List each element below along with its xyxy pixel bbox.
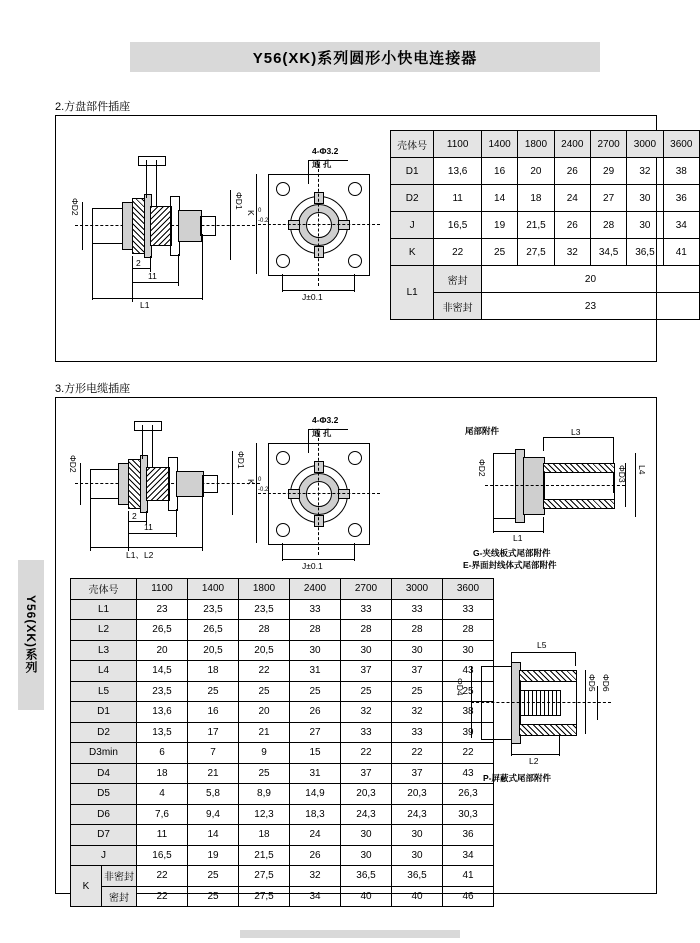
table-2-cell: 34,5 xyxy=(590,239,626,266)
table-3-cell: 9 xyxy=(239,743,290,764)
table-3-cell: 23,5 xyxy=(239,599,290,620)
table-3-cell: 6 xyxy=(137,743,188,764)
table-3-cell: 22 xyxy=(137,886,188,907)
label-k: K xyxy=(246,210,256,216)
table-2-cell: 38 xyxy=(663,158,699,185)
label-dim-l1-l2: L1、L2 xyxy=(126,550,154,560)
table-3-cell: 22 xyxy=(341,743,392,764)
table-3-cell: 30 xyxy=(341,825,392,846)
table-3-cell: 23,5 xyxy=(137,681,188,702)
table-row xyxy=(71,784,494,805)
table-2-cell: 25 xyxy=(481,239,517,266)
label-hole-note-1: 4-Φ3.2 xyxy=(312,415,339,425)
label-l4: L4 xyxy=(637,465,647,475)
table-2-header-row xyxy=(391,131,700,158)
table-2-header-cell: 3000 xyxy=(627,131,663,158)
table-3-cell: 30 xyxy=(341,845,392,866)
label-l5: L5 xyxy=(537,640,547,650)
table-2-header-cell: 1800 xyxy=(518,131,554,158)
table-3-cell: 38 xyxy=(443,702,494,723)
table-3-cell: 24,3 xyxy=(392,804,443,825)
table-3-cell: 30 xyxy=(392,845,443,866)
label-phi-d2: ΦD2 xyxy=(70,198,80,216)
section2-left-drawing xyxy=(70,150,260,340)
table-3-cell: 11 xyxy=(137,825,188,846)
table-3-cell: 37 xyxy=(392,661,443,682)
table-2-cell: 32 xyxy=(554,239,590,266)
table-2-cell: 36 xyxy=(663,185,699,212)
tail-note-1: G-夹线板式尾部附件 xyxy=(473,548,551,558)
section3-tail-drawing xyxy=(455,425,647,570)
label-l2: L2 xyxy=(529,756,539,766)
table-3-cell: 27,5 xyxy=(239,886,290,907)
section3-flange-drawing xyxy=(246,415,390,585)
table-2-cell: 28 xyxy=(590,212,626,239)
tail-note-2: E-界面封线体式尾部附件 xyxy=(463,560,557,570)
table-3-cell: 15 xyxy=(290,743,341,764)
table-row xyxy=(71,825,494,846)
table-row xyxy=(71,743,494,764)
table-3-header-cell: 1400 xyxy=(188,579,239,600)
table-3-cell: 36,5 xyxy=(392,866,443,887)
label-dim-2: 2 xyxy=(132,511,137,521)
table-row xyxy=(71,845,494,866)
table-3-cell: 33 xyxy=(443,599,494,620)
table-row xyxy=(71,661,494,682)
table-3-cell: 41 xyxy=(443,866,494,887)
table-3-cell: 14 xyxy=(188,825,239,846)
table-2-l1-type: 非密封 xyxy=(434,293,482,320)
table-3-cell: 30 xyxy=(341,640,392,661)
table-3-cell: 46 xyxy=(443,886,494,907)
table-3-cell: 20,5 xyxy=(239,640,290,661)
table-3-cell: 17 xyxy=(188,722,239,743)
section3-left-drawing xyxy=(70,425,260,575)
table-3-cell: 25 xyxy=(290,681,341,702)
table-3-cell: 25 xyxy=(341,681,392,702)
table-3-cell: 25 xyxy=(188,681,239,702)
table-3-cell: 18 xyxy=(188,661,239,682)
table-3-header-cell: 2400 xyxy=(290,579,341,600)
table-2-cell: 30 xyxy=(627,212,663,239)
table-2-cell: 14 xyxy=(481,185,517,212)
table-3-cell: 37 xyxy=(341,763,392,784)
table-3-cell: 33 xyxy=(290,599,341,620)
table-3-row-label: J xyxy=(71,845,137,866)
table-3-cell: 28 xyxy=(443,620,494,641)
table-3-k-label: K xyxy=(71,866,102,907)
table-row xyxy=(71,681,494,702)
label-k-tol-top: 0 xyxy=(258,477,262,483)
table-2-cell: 18 xyxy=(518,185,554,212)
footer-bar xyxy=(240,930,460,938)
table-row xyxy=(71,804,494,825)
table-2-cell: 16,5 xyxy=(434,212,482,239)
table-row xyxy=(71,702,494,723)
table-row xyxy=(391,158,700,185)
label-k-tol-bottom: -0.2 xyxy=(258,218,269,224)
table-3-cell: 31 xyxy=(290,661,341,682)
table-2-cell: 19 xyxy=(481,212,517,239)
table-3-cell: 20,5 xyxy=(188,640,239,661)
table-3-row-label: L1 xyxy=(71,599,137,620)
table-2-cell: 27,5 xyxy=(518,239,554,266)
table-3-cell: 13,6 xyxy=(137,702,188,723)
table-2-cell: 24 xyxy=(554,185,590,212)
table-2-cell: 30 xyxy=(627,185,663,212)
table-3-cell: 34 xyxy=(443,845,494,866)
table-3-cell: 26 xyxy=(290,702,341,723)
table-3-k-type: 非密封 xyxy=(102,866,137,887)
table-2-cell: 21,5 xyxy=(518,212,554,239)
table-3-cell: 28 xyxy=(239,620,290,641)
label-phi-d4: ΦD4 xyxy=(455,678,465,696)
table-3-cell: 4 xyxy=(137,784,188,805)
table-2-cell: 41 xyxy=(663,239,699,266)
table-row xyxy=(391,185,700,212)
table-3-cell: 22 xyxy=(443,743,494,764)
table-3-cell: 30 xyxy=(290,640,341,661)
table-3-cell: 12,3 xyxy=(239,804,290,825)
table-3-row-label: D7 xyxy=(71,825,137,846)
label-hole-note-2: 通 孔 xyxy=(312,159,332,169)
table-3-cell: 36 xyxy=(443,825,494,846)
label-hole-note-2: 通 孔 xyxy=(312,428,332,438)
table-2-cell: 22 xyxy=(434,239,482,266)
table-2-row-label: D2 xyxy=(391,185,434,212)
table-3-cell: 33 xyxy=(341,722,392,743)
table-3-row-label: L3 xyxy=(71,640,137,661)
table-3-cell: 24 xyxy=(290,825,341,846)
table-3-cell: 22 xyxy=(392,743,443,764)
table-row xyxy=(71,640,494,661)
table-3-cell: 21,5 xyxy=(239,845,290,866)
label-k: K xyxy=(246,479,256,485)
tail-view-title: 尾部附件 xyxy=(465,426,500,436)
table-3-cell: 27,5 xyxy=(239,866,290,887)
table-2-header-cell: 壳体号 xyxy=(391,131,434,158)
table-row xyxy=(71,722,494,743)
table-3-row-label: D3min xyxy=(71,743,137,764)
table-3-cell: 5,8 xyxy=(188,784,239,805)
table-3-cell: 19 xyxy=(188,845,239,866)
section-2-caption: 2.方盘部件插座 xyxy=(55,101,131,113)
table-3-cell: 18,3 xyxy=(290,804,341,825)
table-3-cell: 21 xyxy=(188,763,239,784)
table-3-cell: 31 xyxy=(290,763,341,784)
page-title: Y56(XK)系列圆形小快电连接器 xyxy=(252,49,478,67)
table-3-header-cell: 2700 xyxy=(341,579,392,600)
label-l3: L3 xyxy=(571,427,581,437)
table-3-cell: 30 xyxy=(392,640,443,661)
table-3-cell: 13,5 xyxy=(137,722,188,743)
table-2-l1-value: 23 xyxy=(481,293,699,320)
table-3-cell: 7 xyxy=(188,743,239,764)
table-3-row-label: D6 xyxy=(71,804,137,825)
table-3-cell: 22 xyxy=(137,866,188,887)
table-3-cell: 20,3 xyxy=(392,784,443,805)
table-3-cell: 28 xyxy=(341,620,392,641)
table-3-cell: 30,3 xyxy=(443,804,494,825)
table-2-cell: 13,6 xyxy=(434,158,482,185)
label-k-tol-top: 0 xyxy=(258,208,262,214)
table-3 xyxy=(70,578,494,907)
table-3-cell: 16 xyxy=(188,702,239,723)
table-3-header-cell: 壳体号 xyxy=(71,579,137,600)
table-3-cell: 25 xyxy=(239,763,290,784)
table-2-cell: 11 xyxy=(434,185,482,212)
table-3-cell: 32 xyxy=(290,866,341,887)
table-row xyxy=(71,866,494,887)
table-row xyxy=(391,212,700,239)
table-3-cell: 18 xyxy=(239,825,290,846)
table-3-cell: 8,9 xyxy=(239,784,290,805)
table-3-cell: 32 xyxy=(392,702,443,723)
label-j: J±0.1 xyxy=(302,561,323,571)
table-3-cell: 14,9 xyxy=(290,784,341,805)
label-phi-d2: ΦD2 xyxy=(477,459,487,477)
table-3-cell: 9,4 xyxy=(188,804,239,825)
label-dim-11: 11 xyxy=(144,522,153,532)
table-3-row-label: D5 xyxy=(71,784,137,805)
table-2-row-label: D1 xyxy=(391,158,434,185)
table-2-row-label: K xyxy=(391,239,434,266)
label-phi-d6: ΦD6 xyxy=(601,674,611,692)
table-3-row-label: D1 xyxy=(71,702,137,723)
section2-flange-drawing xyxy=(246,146,390,320)
table-2-cell: 34 xyxy=(663,212,699,239)
table-3-cell: 33 xyxy=(392,599,443,620)
table-3-cell: 33 xyxy=(392,722,443,743)
label-phi-d2: ΦD2 xyxy=(68,455,78,473)
table-3-cell: 25 xyxy=(443,681,494,702)
table-3-cell: 27 xyxy=(290,722,341,743)
table-3-cell: 26 xyxy=(290,845,341,866)
table-2-l1-label: L1 xyxy=(391,266,434,320)
table-3-cell: 21 xyxy=(239,722,290,743)
table-3-cell: 20,3 xyxy=(341,784,392,805)
table-2-cell: 26 xyxy=(554,212,590,239)
table-3-row-label: L4 xyxy=(71,661,137,682)
table-3-cell: 40 xyxy=(341,886,392,907)
table-2-l1-type: 密封 xyxy=(434,266,482,293)
table-2-cell: 27 xyxy=(590,185,626,212)
section-3-caption: 3.方形电缆插座 xyxy=(55,383,131,395)
label-l1: L1 xyxy=(513,533,523,543)
table-3-cell: 16,5 xyxy=(137,845,188,866)
table-3-cell: 23 xyxy=(137,599,188,620)
label-phi-d1: ΦD1 xyxy=(234,192,244,210)
table-3-row-label: D4 xyxy=(71,763,137,784)
table-3-cell: 25 xyxy=(188,886,239,907)
page-title-bar xyxy=(130,42,600,72)
table-3-cell: 25 xyxy=(392,681,443,702)
table-3-cell: 34 xyxy=(290,886,341,907)
table-3-cell: 20 xyxy=(137,640,188,661)
table-3-cell: 33 xyxy=(341,599,392,620)
table-2-header-cell: 1100 xyxy=(434,131,482,158)
table-2-cell: 16 xyxy=(481,158,517,185)
table-3-header-row xyxy=(71,579,494,600)
table-row xyxy=(71,620,494,641)
label-dim-l1: L1 xyxy=(140,300,150,310)
table-2-l1-value: 20 xyxy=(481,266,699,293)
table-2-row-label: J xyxy=(391,212,434,239)
table-3-cell: 43 xyxy=(443,661,494,682)
table-3-cell: 32 xyxy=(341,702,392,723)
table-3-cell: 30 xyxy=(392,825,443,846)
table-3-cell: 30 xyxy=(443,640,494,661)
table-3-cell: 7,6 xyxy=(137,804,188,825)
table-row xyxy=(71,886,494,907)
table-3-row-label: D2 xyxy=(71,722,137,743)
label-phi-d5: ΦD5 xyxy=(587,674,597,692)
table-3-header-cell: 1100 xyxy=(137,579,188,600)
table-2-cell: 32 xyxy=(627,158,663,185)
label-j: J±0.1 xyxy=(302,292,323,302)
table-row xyxy=(391,266,700,293)
table-3-cell: 39 xyxy=(443,722,494,743)
table-3-cell: 40 xyxy=(392,886,443,907)
table-3-cell: 36,5 xyxy=(341,866,392,887)
table-2-cell: 36,5 xyxy=(627,239,663,266)
table-2-header-cell: 2700 xyxy=(590,131,626,158)
table-3-cell: 25 xyxy=(188,866,239,887)
label-hole-note-1: 4-Φ3.2 xyxy=(312,146,339,156)
table-2-cell: 20 xyxy=(518,158,554,185)
label-phi-d3: ΦD3 xyxy=(617,465,627,483)
table-2-header-cell: 1400 xyxy=(481,131,517,158)
table-row xyxy=(391,293,700,320)
table-row xyxy=(71,599,494,620)
series-side-tab xyxy=(18,560,44,710)
label-dim-2: 2 xyxy=(136,258,141,268)
table-3-cell: 14,5 xyxy=(137,661,188,682)
table-3-header-cell: 3000 xyxy=(392,579,443,600)
table-3-cell: 37 xyxy=(392,763,443,784)
shield-note: P-屏蔽式尾部附件 xyxy=(483,773,552,783)
table-2-cell: 29 xyxy=(590,158,626,185)
table-2 xyxy=(390,130,700,320)
table-3-cell: 18 xyxy=(137,763,188,784)
table-3-cell: 26,5 xyxy=(188,620,239,641)
table-3-cell: 28 xyxy=(392,620,443,641)
label-phi-d1: ΦD1 xyxy=(236,451,246,469)
table-3-cell: 26,3 xyxy=(443,784,494,805)
table-row xyxy=(391,239,700,266)
table-3-row-label: L5 xyxy=(71,681,137,702)
table-2-header-cell: 2400 xyxy=(554,131,590,158)
table-3-header-cell: 1800 xyxy=(239,579,290,600)
table-3-cell: 37 xyxy=(341,661,392,682)
table-2-cell: 26 xyxy=(554,158,590,185)
table-3-cell: 22 xyxy=(239,661,290,682)
table-2-header-cell: 3600 xyxy=(663,131,699,158)
table-3-cell: 24,3 xyxy=(341,804,392,825)
table-3-cell: 28 xyxy=(290,620,341,641)
table-3-cell: 25 xyxy=(239,681,290,702)
table-3-cell: 23,5 xyxy=(188,599,239,620)
series-side-tab-label: Y56(XK)系列 xyxy=(24,595,38,675)
table-3-header-cell: 3600 xyxy=(443,579,494,600)
table-3-k-type: 密封 xyxy=(102,886,137,907)
table-3-cell: 26,5 xyxy=(137,620,188,641)
table-3-cell: 43 xyxy=(443,763,494,784)
label-dim-11: 11 xyxy=(148,271,157,281)
table-3-row-label: L2 xyxy=(71,620,137,641)
table-3-cell: 20 xyxy=(239,702,290,723)
label-k-tol-bottom: -0.2 xyxy=(258,487,269,493)
table-row xyxy=(71,763,494,784)
